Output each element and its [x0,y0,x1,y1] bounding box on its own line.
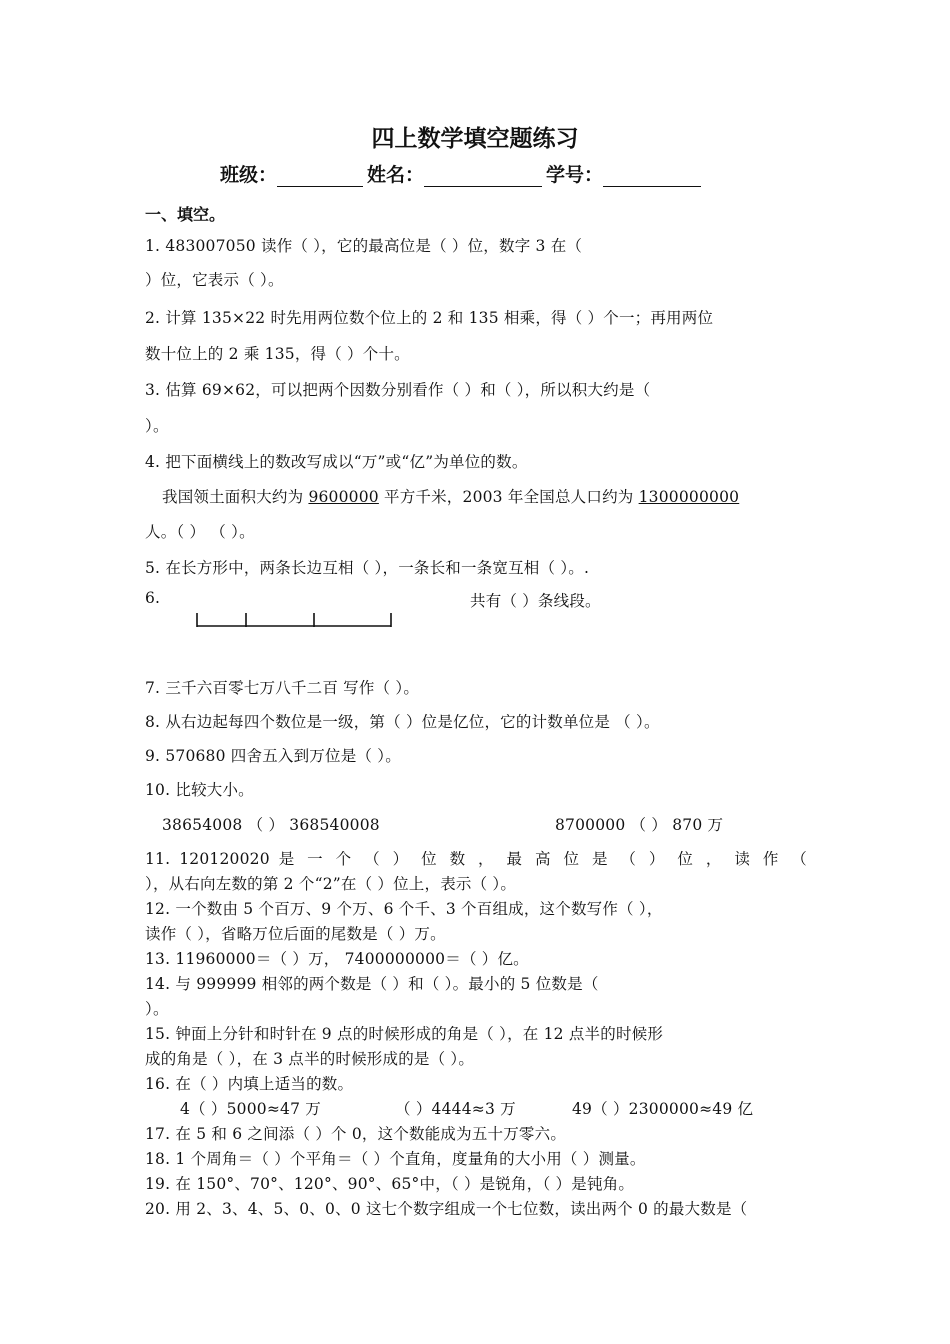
question-1-line-2: ）位，它表示（ ）。 [145,271,284,289]
q4-text-1: 我国领土面积大约为 [162,488,309,506]
section-heading: 一、填空。 [145,205,226,224]
q4-number-population: 1300000000 [638,488,740,506]
question-4-line-1: 4. 把下面横线上的数改写成以“万”或“亿”为单位的数。 [145,453,528,471]
class-blank[interactable] [277,164,363,187]
question-2-line-1: 2. 计算 135×22 时先用两位数个位上的 2 和 135 相乘，得（ ）个一；再用两位 [145,309,714,327]
question-5: 5. 在长方形中，两条长边互相（ ），一条长和一条宽互相（ ）。. [145,559,590,577]
question-16-item-b: （ ）4444≈3 万 [395,1100,516,1118]
question-3-line-1: 3. 估算 69×62，可以把两个因数分别看作（ ）和（ ），所以积大约是（ [145,381,651,399]
question-15-line-2: 成的角是（ ），在 3 点半的时候形成的是（ ）。 [145,1050,475,1068]
question-8: 8. 从右边起每四个数位是一级，第（ ）位是亿位，它的计数单位是 （ ）。 [145,713,660,731]
question-6-number: 6. [145,589,161,607]
question-2-line-2: 数十位上的 2 乘 135，得（ ）个十。 [145,345,410,363]
question-10-compare-a: 38654008 （ ） 368540008 [162,816,380,834]
name-blank[interactable] [424,164,542,187]
line-segment-figure [196,610,392,628]
question-7: 7. 三千六百零七万八千二百 写作（ ）。 [145,679,420,697]
question-12-line-2: 读作（ ），省略万位后面的尾数是（ ）万。 [145,925,446,943]
question-13: 13. 11960000＝（ ）万， 7400000000＝（ ）亿。 [145,950,529,968]
student-info-row [220,160,705,187]
question-10-compare-b: 8700000 （ ） 870 万 [555,816,724,834]
question-16: 16. 在（ ）内填上适当的数。 [145,1075,354,1093]
question-17: 17. 在 5 和 6 之间添（ ）个 0，这个数能成为五十万零六。 [145,1125,567,1143]
question-14-line-1: 14. 与 999999 相邻的两个数是（ ）和（ ）。最小的 5 位数是（ [145,975,599,993]
name-label: 姓名： [367,164,425,186]
question-16-item-a: 4（ ）5000≈47 万 [180,1100,321,1118]
question-4-line-3: 人。（ ） （ ）。 [145,523,255,541]
question-16-item-c: 49（ ）2300000≈49 亿 [572,1100,754,1118]
question-9: 9. 570680 四舍五入到万位是（ ）。 [145,747,401,765]
number-label: 学号： [546,164,604,186]
number-blank[interactable] [603,164,701,187]
question-3-line-2: ）。 [145,417,169,435]
question-12-line-1: 12. 一个数由 5 个百万、9 个万、6 个千、3 个百组成，这个数写作（ ）， [145,900,663,918]
question-6-text: 共有（ ）条线段。 [470,592,601,610]
question-11-line-1: 11. 120120020 是 一 个 （ ） 位 数 ， 最 高 位 是 （ ） 位 ， 读 作 （ [145,850,807,868]
q4-number-area: 9600000 [308,488,379,506]
question-11-line-2: ），从右向左数的第 2 个“2”在（ ）位上，表示（ ）。 [145,875,517,893]
question-20: 20. 用 2、3、4、5、0、0、0 这七个数字组成一个七位数，读出两个 0 的最大数是（ [145,1200,748,1218]
question-19: 19. 在 150°、70°、120°、90°、65°中，（ ）是锐角，（ ）是钝角。 [145,1175,635,1193]
page-title: 四上数学填空题练习 [371,126,579,152]
question-15-line-1: 15. 钟面上分针和时针在 9 点的时候形成的角是（ ），在 12 点半的时候形 [145,1025,664,1043]
class-label: 班级： [220,164,278,186]
question-4-line-2 [162,485,739,507]
question-1-line-1: 1. 483007050 读作（ ），它的最高位是（ ）位，数字 3 在（ [145,237,583,255]
question-10: 10. 比较大小。 [145,781,254,799]
question-14-line-2: ）。 [145,1000,169,1018]
question-18: 18. 1 个周角＝（ ）个平角＝（ ）个直角，度量角的大小用（ ）测量。 [145,1150,646,1168]
q4-text-2: 平方千米，2003 年全国总人口约为 [378,488,639,506]
